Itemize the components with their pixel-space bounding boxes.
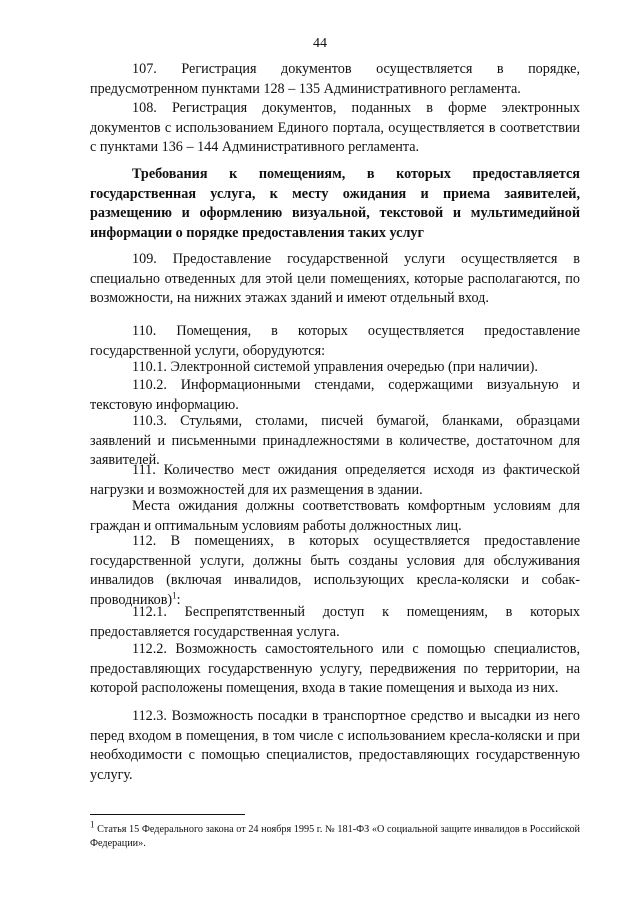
paragraph-112-1: 112.1. Беспрепятственный доступ к помещениям, в которых предоставляется государственная услуга.	[90, 604, 580, 640]
paragraph-112-3: 112.3. Возможность посадки в транспортное средство и высадки из него перед входом в помещения, в том числе с использованием кресла-коляски и при необходимости с помощью специалистов, предоставляющих государственную услугу.	[90, 708, 580, 783]
section-heading: Требования к помещениям, в которых предоставляется государственная услуга, к месту ожидания и приема заявителей, размещению и оформлению визуальной, текстовой и мультимедийной информации о порядке предоставления таких услуг	[90, 166, 580, 241]
footnote	[90, 819, 580, 851]
footnote-reference: 1	[172, 589, 177, 600]
paragraph-112-2: 112.2. Возможность самостоятельного или с помощью специалистов, предоставляющих государственную услугу, передвижения по территории, на которой расположены помещения, входа в такие помещения и выхода из них.	[90, 641, 580, 696]
paragraph-112-text: 112. В помещениях, в которых осуществляется предоставление государственной услуги, должны быть созданы условия для обслуживания инвалидов (включая инвалидов, использующих кресла-коляски и собак-проводников)	[90, 533, 580, 608]
paragraph-111: 111. Количество мест ожидания определяется исходя из фактической нагрузки и возможностей для их размещения в здании.	[90, 462, 580, 498]
paragraph-109: 109. Предоставление государственной услуги осуществляется в специально отведенных для этой цели помещениях, которые располагаются, по возможности, на нижних этажах зданий и имеют отдельный вход.	[90, 251, 580, 306]
paragraph-108: 108. Регистрация документов, поданных в форме электронных документов с использованием Единого портала, осуществляется в соответствии с пунктами 136 – 144 Административного регламента.	[90, 100, 580, 155]
paragraph-110-2: 110.2. Информационными стендами, содержащими визуальную и текстовую информацию.	[90, 377, 580, 413]
footnote-text: Статья 15 Федерального закона от 24 ноября 1995 г. № 181-ФЗ «О социальной защите инвалидов в Российской Федерации».	[90, 824, 580, 849]
footnote-mark: 1	[90, 819, 95, 830]
paragraph-110-1: 110.1. Электронной системой управления очередью (при наличии).	[132, 359, 538, 375]
page-number: 44	[313, 36, 327, 51]
footnote-separator	[90, 814, 245, 815]
paragraph-110-3: 110.3. Стульями, столами, писчей бумагой, бланками, образцами заявлений и письменными принадлежностями в количестве, достаточном для заявителей.	[90, 413, 580, 468]
paragraph-110: 110. Помещения, в которых осуществляется предоставление государственной услуги, оборудуются:	[90, 323, 580, 359]
paragraph-111-waiting: Места ожидания должны соответствовать комфортным условиям для граждан и оптимальным условиям работы должностных лиц.	[90, 498, 580, 534]
paragraph-112	[90, 532, 580, 610]
paragraph-112-colon: :	[176, 591, 181, 608]
paragraph-107: 107. Регистрация документов осуществляется в порядке, предусмотренном пунктами 128 – 135 Административного регламента.	[90, 61, 580, 97]
